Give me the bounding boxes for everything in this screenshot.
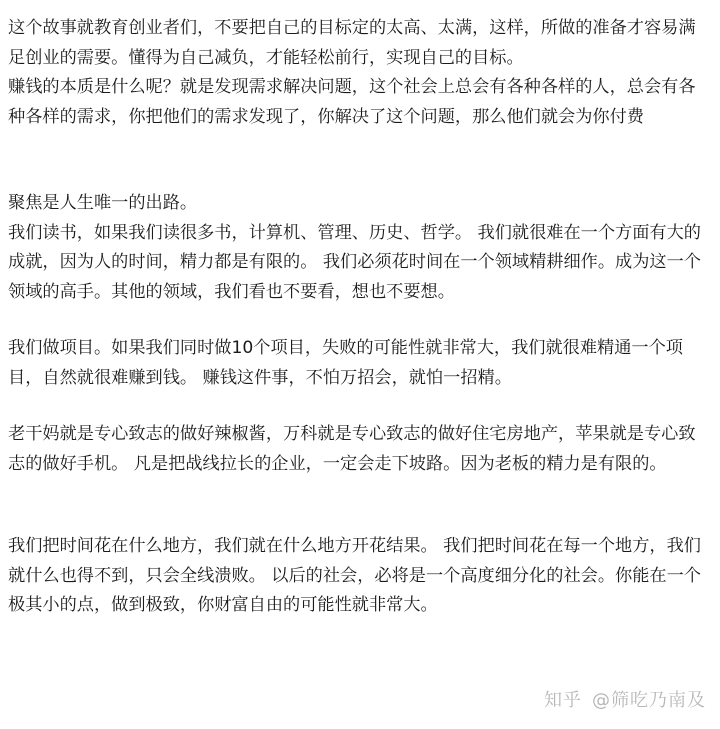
paragraph-reading: 我们读书，如果我们读很多书，计算机、管理、历史、哲学。 我们就很难在一个方面有大的成就，因为人的时间，精力都是有限的。 我们必须花时间在一个领域精耕细作。成为这一个领域的高手。其他的领域，我们看也不要看，想也不要想。	[8, 222, 701, 302]
spacer	[8, 307, 708, 334]
paragraph-startup-goals: 这个故事就教育创业者们，不要把自己的目标定的太高、太满，这样，所做的准备才容易满足创业的需要。懂得为自己减负，才能轻松前行，实现自己的目标。	[8, 18, 696, 68]
paragraph-time: 我们把时间花在什么地方，我们就在什么地方开花结果。 我们把时间花在每一个地方，我们就什么也得不到，只会全线溃败。 以后的社会，必将是一个高度细分化的社会。你能在一个极其小的点，做到极致，你财富自由的可能性就非常大。	[8, 536, 701, 615]
spacer	[8, 393, 708, 420]
paragraph-companies: 老干妈就是专心致志的做好辣椒酱，万科就是专心致志的做好住宅房地产，苹果就是专心致志的做好手机。 凡是把战线拉长的企业，一定会走下坡路。因为老板的精力是有限的。	[8, 424, 696, 474]
paragraph-essence-of-money: 赚钱的本质是什么呢？就是发现需求解决问题，这个社会上总会有各种各样的人，总会有各种各样的需求，你把他们的需求发现了，你解决了这个问题，那么他们就会为你付费	[8, 77, 696, 127]
watermark-author: @筛吃乃南及	[592, 690, 706, 711]
paragraph-projects: 我们做项目。如果我们同时做10个项目，失败的可能性就非常大，我们就很难精通一个项目，自然就很难赚到钱。 赚钱这件事，不怕万招会，就怕一招精。	[8, 338, 683, 388]
watermark-site: 知乎	[544, 690, 582, 711]
article-body	[8, 14, 708, 621]
paragraph-focus-heading: 聚焦是人生唯一的出路。	[8, 193, 198, 213]
spacer	[8, 479, 708, 532]
zhihu-watermark	[544, 686, 706, 712]
spacer	[8, 132, 708, 189]
